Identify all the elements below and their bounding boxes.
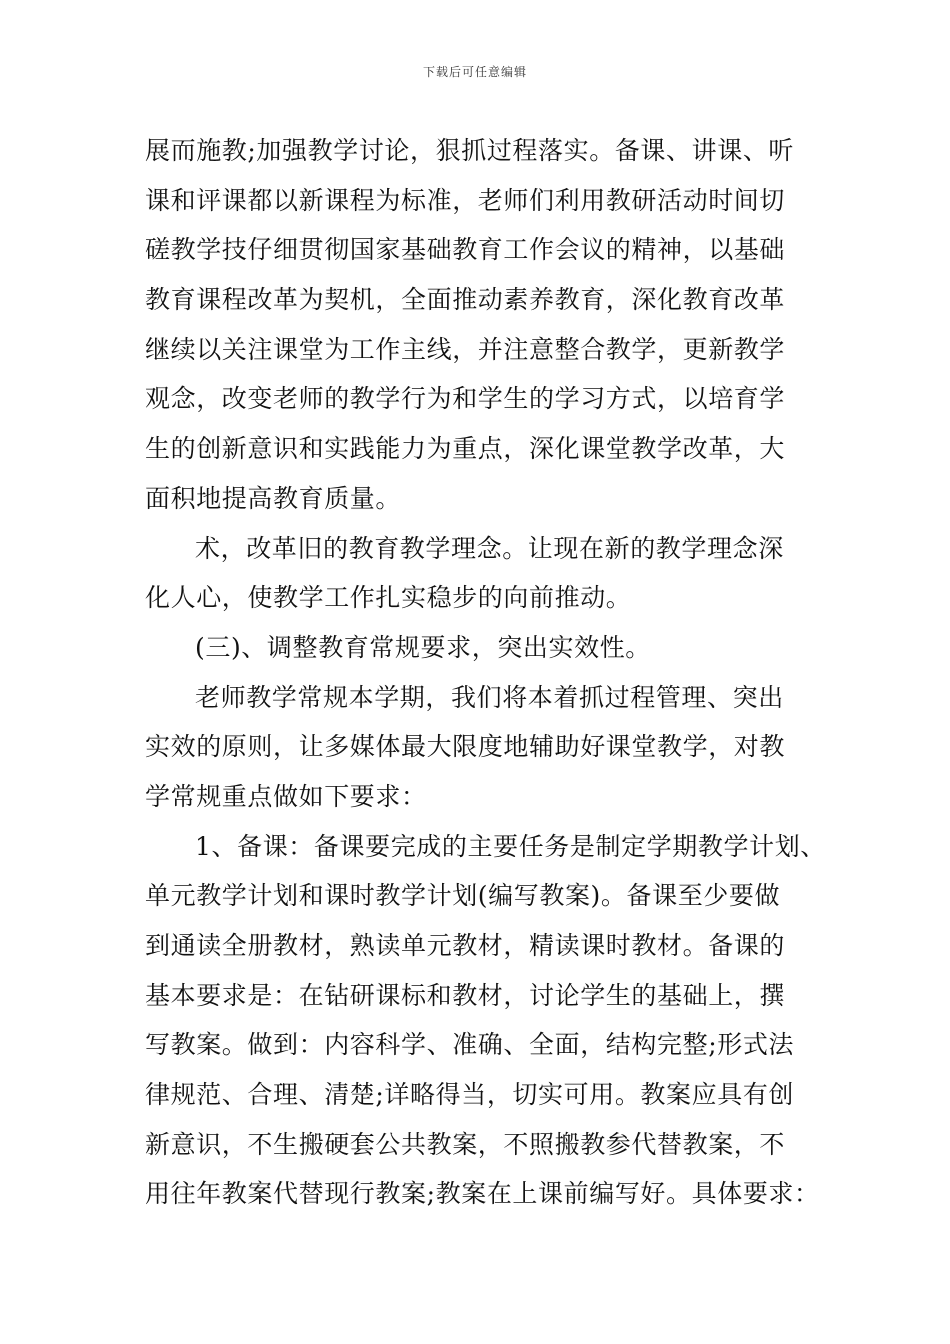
text-line: 单元教学计划和课时教学计划(编写教案)。备课至少要做	[145, 881, 781, 911]
text-line: 写教案。做到：内容科学、准确、全面，结构完整;形式法	[145, 1030, 795, 1060]
text-line: 学常规重点做如下要求：	[145, 781, 427, 811]
text-line: 到通读全册教材，熟读单元教材，精读课时教材。备课的	[145, 931, 786, 960]
text-line: 观念，改变老师的教学行为和学生的学习方式，以培育学	[145, 384, 786, 414]
text-line: 基本要求是：在钻研课标和教材，讨论学生的基础上，撰	[145, 980, 786, 1010]
paragraph-start-line: 老师教学常规本学期，我们将本着抓过程管理、突出	[195, 682, 784, 712]
text-line: 继续以关注课堂为工作主线，并注意整合教学，更新教学	[145, 334, 786, 364]
text-line: 律规范、合理、清楚;详略得当，切实可用。教案应具有创	[145, 1080, 795, 1110]
document-body	[145, 126, 825, 1219]
text-line: 面积地提高教育质量。	[145, 483, 402, 513]
section-heading: (三)、调整教育常规要求，突出实效性。	[195, 632, 651, 662]
text-line: 生的创新意识和实践能力为重点，深化课堂教学改革，大	[145, 434, 786, 464]
text-line: 实效的原则，让多媒体最大限度地辅助好课堂教学，对教	[145, 732, 786, 762]
text-line: 化人心，使教学工作扎实稳步的向前推动。	[145, 583, 632, 613]
text-line: 展而施教;加强教学讨论，狠抓过程落实。备课、讲课、听	[145, 136, 795, 165]
text-line: 新意识，不生搬硬套公共教案，不照搬教参代替教案，不	[145, 1129, 786, 1159]
paragraph-start-line: 1、备课：备课要完成的主要任务是制定学期教学计划、	[195, 831, 826, 861]
text-line: 课和评课都以新课程为标准，老师们利用教研活动时间切	[145, 185, 786, 215]
page-header: 下载后可任意编辑	[422, 65, 527, 79]
paragraph-start-line: 术，改革旧的教育教学理念。让现在新的教学理念深	[195, 533, 784, 563]
text-line: 教育课程改革为契机，全面推动素养教育，深化教育改革	[145, 285, 786, 315]
text-line: 用往年教案代替现行教案;教案在上课前编写好。具体要求：	[145, 1179, 820, 1209]
text-line: 磋教学技仔细贯彻国家基础教育工作会议的精神，以基础	[145, 235, 786, 265]
